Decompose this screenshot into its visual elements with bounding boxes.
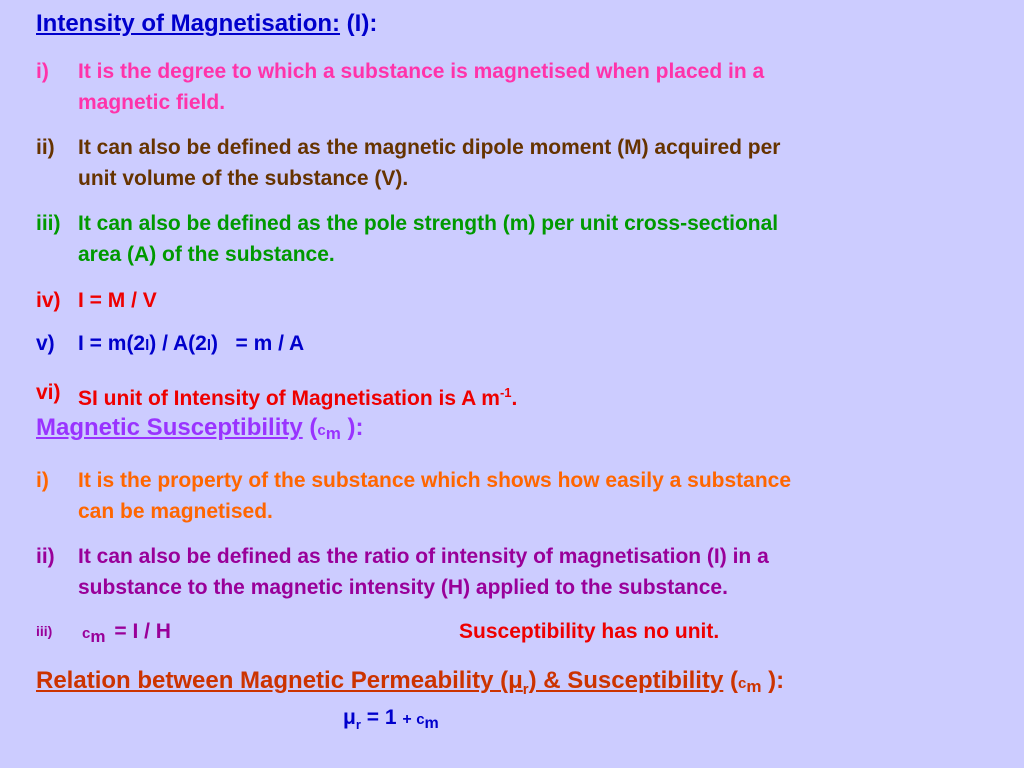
title-part: ) & Susceptibility xyxy=(528,667,724,694)
formula-part: = 1 xyxy=(360,706,403,729)
heading-intensity xyxy=(36,10,377,38)
item-text: unit volume of the substance (V). xyxy=(78,167,409,190)
item-number: iii) xyxy=(36,623,53,639)
heading-intensity-title: Intensity of Magnetisation: xyxy=(36,10,341,37)
item-text: substance to the magnetic intensity (H) applied to the substance. xyxy=(78,576,728,599)
plus-sign: + xyxy=(402,711,417,728)
formula-part: = m / A xyxy=(235,332,305,355)
item-number: v) xyxy=(36,332,55,355)
mu-symbol: μ xyxy=(343,706,356,729)
chi-symbol: c xyxy=(82,625,91,642)
formula-i-m-a xyxy=(78,328,304,361)
item-text: It can also be defined as the magnetic dipole moment (M) acquired per xyxy=(78,136,781,159)
item-number: vi) xyxy=(36,381,61,404)
formula-part: ) / A(2 xyxy=(149,332,207,355)
heading-relation-title xyxy=(36,667,724,698)
formula-part: ) xyxy=(211,332,219,355)
formula-part: = I / H xyxy=(114,620,171,643)
heading-relation xyxy=(36,667,784,698)
item-number: iv) xyxy=(36,289,61,312)
chi-subscript: m xyxy=(90,627,106,646)
item-number: ii) xyxy=(36,545,55,568)
item-text: It is the degree to which a substance is magnetised when placed in a xyxy=(78,60,765,83)
formula-part: l xyxy=(145,337,150,354)
formula-part: l xyxy=(206,337,212,354)
paren-open: ( xyxy=(723,667,738,694)
item-text: can be magnetised. xyxy=(78,500,273,523)
chi-subscript: m xyxy=(325,424,341,443)
paren-close: ): xyxy=(340,414,364,441)
item-text: It is the property of the substance which shows how easily a substance xyxy=(78,469,792,492)
formula-part: I = m(2 xyxy=(78,332,146,355)
item-number: i) xyxy=(36,469,49,492)
period: . xyxy=(511,387,518,410)
heading-susceptibility-title: Magnetic Susceptibility xyxy=(36,414,303,441)
heading-intensity-suffix: (I): xyxy=(340,10,378,37)
list-item xyxy=(36,616,52,647)
item-text: It can also be defined as the ratio of intensity of magnetisation (I) in a xyxy=(78,545,769,568)
formula-mu-relation xyxy=(343,706,439,732)
chi-symbol: c xyxy=(737,675,747,692)
si-unit-label: SI unit of Intensity of Magnetisation is A m xyxy=(78,387,500,410)
item-number: ii) xyxy=(36,136,55,159)
si-unit-text xyxy=(78,377,517,414)
item-text: area (A) of the substance. xyxy=(78,243,335,266)
paren-close: ): xyxy=(761,667,785,694)
item-text: It can also be defined as the pole strength (m) per unit cross-sectional xyxy=(78,212,779,235)
heading-susceptibility xyxy=(36,414,364,442)
paren-open: ( xyxy=(302,414,318,441)
chi-subscript: m xyxy=(424,715,439,732)
chi-subscript: m xyxy=(746,677,762,696)
subscript: r xyxy=(355,717,361,733)
title-part: Relation between Magnetic Permeability (μ xyxy=(36,667,523,694)
item-text: magnetic field. xyxy=(78,91,226,114)
chi-symbol: c xyxy=(317,422,326,439)
subscript: r xyxy=(522,681,529,698)
no-unit-note: Susceptibility has no unit. xyxy=(459,620,720,643)
chi-symbol: c xyxy=(416,711,425,728)
item-number: iii) xyxy=(36,212,61,235)
formula-i-m-v: I = M / V xyxy=(78,289,157,312)
formula-chi-i-h xyxy=(82,616,171,649)
superscript: -1 xyxy=(499,385,512,400)
item-number: i) xyxy=(36,60,49,83)
